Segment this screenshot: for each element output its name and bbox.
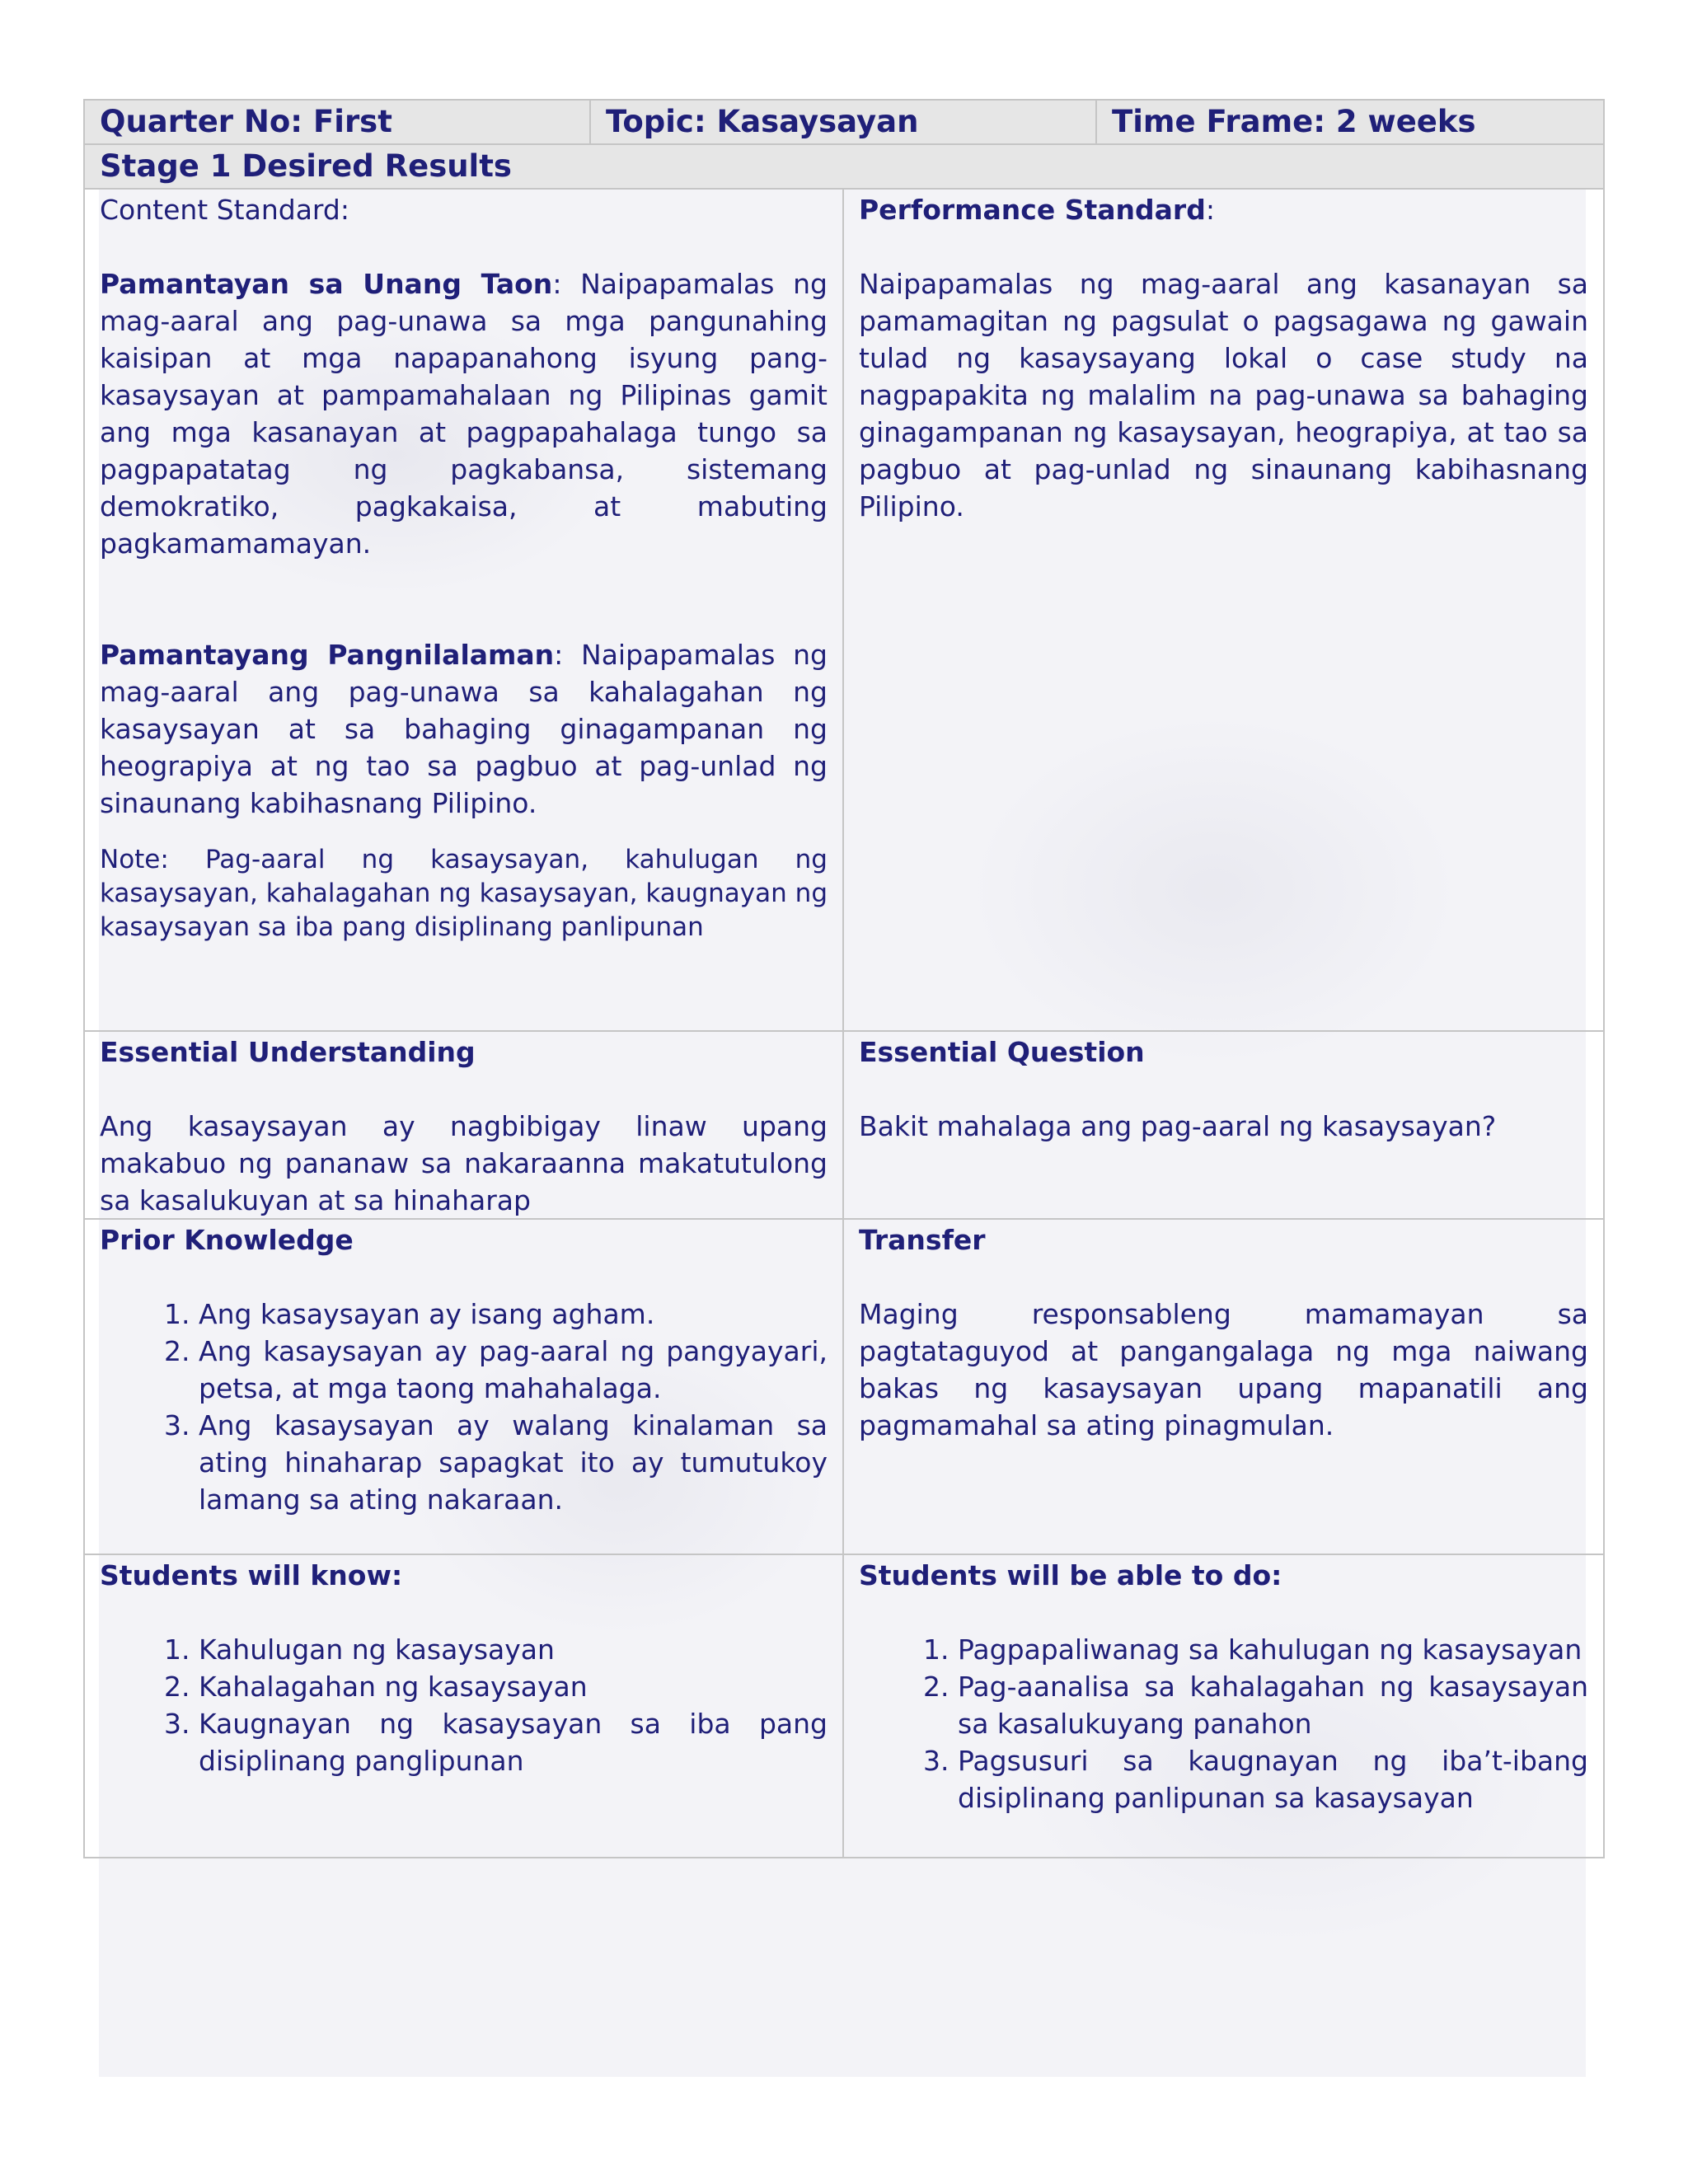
header-row bbox=[85, 101, 1603, 145]
time-frame-cell: Time Frame: 2 weeks bbox=[1112, 104, 1476, 139]
students-know-label: Students will know: bbox=[100, 1559, 403, 1591]
students-do-label: Students will be able to do: bbox=[859, 1559, 1282, 1591]
list-item: 3. Kaugnayan ng kasaysayan sa iba pang disiplinang panglipunan bbox=[199, 1705, 828, 1779]
quarter-cell: Quarter No: First bbox=[85, 101, 591, 143]
essential-understanding-text: Ang kasaysayan ay nagbibigay linaw upang makabuo ng pananaw sa nakaraanna makatutulong sa kasalukuyan at sa hinaharap bbox=[100, 1110, 828, 1216]
list-item: 1. Pagpapaliwanag sa kahulugan ng kasaysayan bbox=[958, 1631, 1588, 1668]
stage-row bbox=[85, 145, 1603, 190]
list-item: 3. Ang kasaysayan ay walang kinalaman sa ating hinaharap sapagkat ito ay tumutukoy lamang sa ating nakaraan. bbox=[199, 1407, 828, 1518]
essential-understanding-cell bbox=[85, 1032, 844, 1218]
prior-transfer-row bbox=[85, 1220, 1603, 1555]
stage1-table bbox=[83, 99, 1605, 1858]
essential-question-text: Bakit mahalaga ang pag-aaral ng kasaysayan? bbox=[859, 1110, 1497, 1142]
transfer-text: Maging responsableng mamamayan sa pagtataguyod at pangangalaga ng mga naiwang bakas ng kasaysayan upang mapanatili ang pagmamahal sa ating pinagmulan. bbox=[859, 1298, 1588, 1441]
students-do-list bbox=[859, 1631, 1588, 1816]
pamantayang-pangnilalaman-text: : Naipapamalas ng mag-aaral ang pag-unawa sa kahalagahan ng kasaysayan at sa bahaging ginagampanan ng heograpiya at ng tao sa pagbuo at pag-unlad ng sinaunang kabihasnang Pilipino. bbox=[100, 639, 828, 819]
essential-question-label: Essential Question bbox=[859, 1036, 1145, 1068]
content-standard-label: Content Standard: bbox=[100, 194, 349, 226]
pamantayan-unang-taon-title: Pamantayan sa Unang Taon bbox=[100, 268, 553, 300]
performance-standard-cell bbox=[844, 190, 1603, 1030]
pamantayang-pangnilalaman-title: Pamantayang Pangnilalaman bbox=[100, 639, 555, 671]
students-know-list bbox=[100, 1631, 828, 1779]
transfer-label: Transfer bbox=[859, 1224, 986, 1256]
essential-row bbox=[85, 1032, 1603, 1220]
pamantayan-unang-taon-text: : Naipapamalas ng mag-aaral ang pag-unawa sa mga pangunahing kaisipan at mga napapanahong isyung pang-kasaysayan at pampamahalaan ng Pilipinas gamit ang mga kasanayan at pagpapahalaga tungo sa pagpapatatag ng pagkabansa, sistemang demokratiko, pagkakaisa, at mabuting pagkamamamayan. bbox=[100, 268, 828, 560]
list-item: 2. Ang kasaysayan ay pag-aaral ng pangyayari, petsa, at mga taong mahahalaga. bbox=[199, 1333, 828, 1407]
list-item: 1. Kahulugan ng kasaysayan bbox=[199, 1631, 828, 1668]
list-item: 2. Pag-aanalisa sa kahalagahan ng kasaysayan sa kasalukuyang panahon bbox=[958, 1668, 1588, 1742]
prior-knowledge-cell bbox=[85, 1220, 844, 1554]
prior-knowledge-list bbox=[100, 1296, 828, 1518]
performance-standard-text: Naipapamalas ng mag-aaral ang kasanayan sa pamamagitan ng pagsulat o pagsagawa ng gawain tulad ng kasaysayang lokal o case study na nagpapakita ng malalim na pag-unawa sa bahaging ginagampanan ng kasaysayan, heograpiya, at tao sa pagbuo at pag-unlad ng sinaunang kabihasnang Pilipino. bbox=[859, 268, 1588, 523]
standards-row bbox=[85, 190, 1603, 1032]
students-row bbox=[85, 1555, 1603, 1857]
pamantayan-unang-taon bbox=[100, 265, 828, 562]
prior-knowledge-label: Prior Knowledge bbox=[100, 1224, 354, 1256]
stage-title: Stage 1 Desired Results bbox=[100, 148, 512, 184]
list-item: 2. Kahalagahan ng kasaysayan bbox=[199, 1668, 828, 1705]
essential-understanding-label: Essential Understanding bbox=[100, 1036, 476, 1068]
list-item: 3. Pagsusuri sa kaugnayan ng iba’t-ibang disiplinang panlipunan sa kasaysayan bbox=[958, 1742, 1588, 1816]
transfer-cell bbox=[844, 1220, 1603, 1554]
content-standard-note: Note: Pag-aaral ng kasaysayan, kahulugan ng kasaysayan, kahalagahan ng kasaysayan, kaugnayan ng kasaysayan sa iba pang disiplinang panlipunan bbox=[100, 845, 828, 942]
content-standard-cell bbox=[85, 190, 844, 1030]
essential-question-cell bbox=[844, 1032, 1603, 1218]
performance-standard-heading bbox=[859, 191, 1588, 228]
performance-standard-label: Performance Standard bbox=[859, 194, 1206, 226]
topic-cell: Topic: Kasaysayan bbox=[591, 101, 1097, 143]
students-know-cell bbox=[85, 1555, 844, 1857]
performance-standard-colon: : bbox=[1205, 194, 1215, 226]
pamantayang-pangnilalaman bbox=[100, 636, 828, 822]
list-item: 1. Ang kasaysayan ay isang agham. bbox=[199, 1296, 828, 1333]
students-do-cell bbox=[844, 1555, 1603, 1857]
